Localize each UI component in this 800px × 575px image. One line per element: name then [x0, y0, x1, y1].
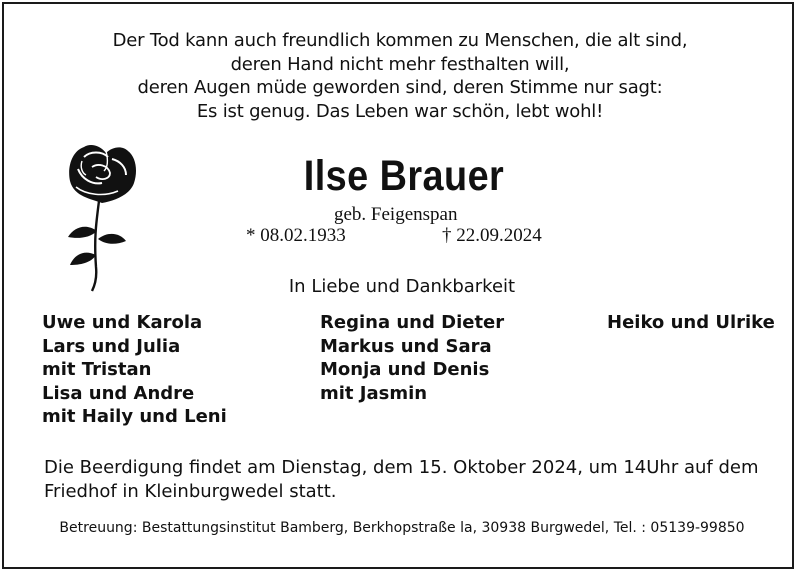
poem-line: deren Augen müde geworden sind, deren Stimme nur sagt:	[137, 77, 663, 98]
mourner-entry: Heiko und Ulrike	[607, 312, 775, 333]
funeral-line: Friedhof in Kleinburgwedel statt.	[44, 481, 337, 502]
maiden-name: geb. Feigenspan	[334, 204, 458, 225]
mourner-entry: mit Tristan	[42, 359, 152, 380]
mourner-entry: Markus und Sara	[320, 335, 492, 357]
mourners-column-2	[320, 311, 504, 405]
poem-line: deren Hand nicht mehr festhalten will,	[230, 53, 570, 75]
birth-date: * 08.02.1933	[246, 225, 346, 246]
poem-line: Es ist genug. Das Leben war schön, lebt wohl!	[196, 100, 604, 122]
funeral-line: Die Beerdigung findet am Dienstag, dem 15. Oktober 2024, um 14Uhr auf dem	[44, 457, 759, 478]
death-date: † 22.09.2024	[442, 225, 542, 246]
obituary-notice	[2, 2, 794, 569]
funeral-home-info: Betreuung: Bestattungsinstitut Bamberg, Berkhopstraße la, 30938 Burgwedel, Tel. : 05139-99850	[59, 520, 745, 536]
mourner-entry: Uwe und Karola	[42, 312, 203, 333]
mourners-column-1	[42, 311, 227, 429]
deceased-name: Ilse Brauer	[303, 152, 505, 200]
mourner-entry: Monja und Denis	[320, 359, 490, 380]
gratitude-line: In Liebe und Dankbarkeit	[288, 276, 516, 297]
mourner-entry: mit Jasmin	[320, 382, 428, 404]
mourner-entry: Lisa und Andre	[42, 382, 195, 404]
mourner-entry: mit Haily und Leni	[42, 406, 227, 427]
mourners-column-3	[607, 311, 775, 335]
funeral-info	[44, 456, 759, 504]
poem	[4, 29, 796, 123]
poem-line: Der Tod kann auch freundlich kommen zu Menschen, die alt sind,	[112, 30, 688, 51]
mourner-entry: Lars und Julia	[42, 335, 181, 357]
mourner-entry: Regina und Dieter	[320, 312, 505, 333]
